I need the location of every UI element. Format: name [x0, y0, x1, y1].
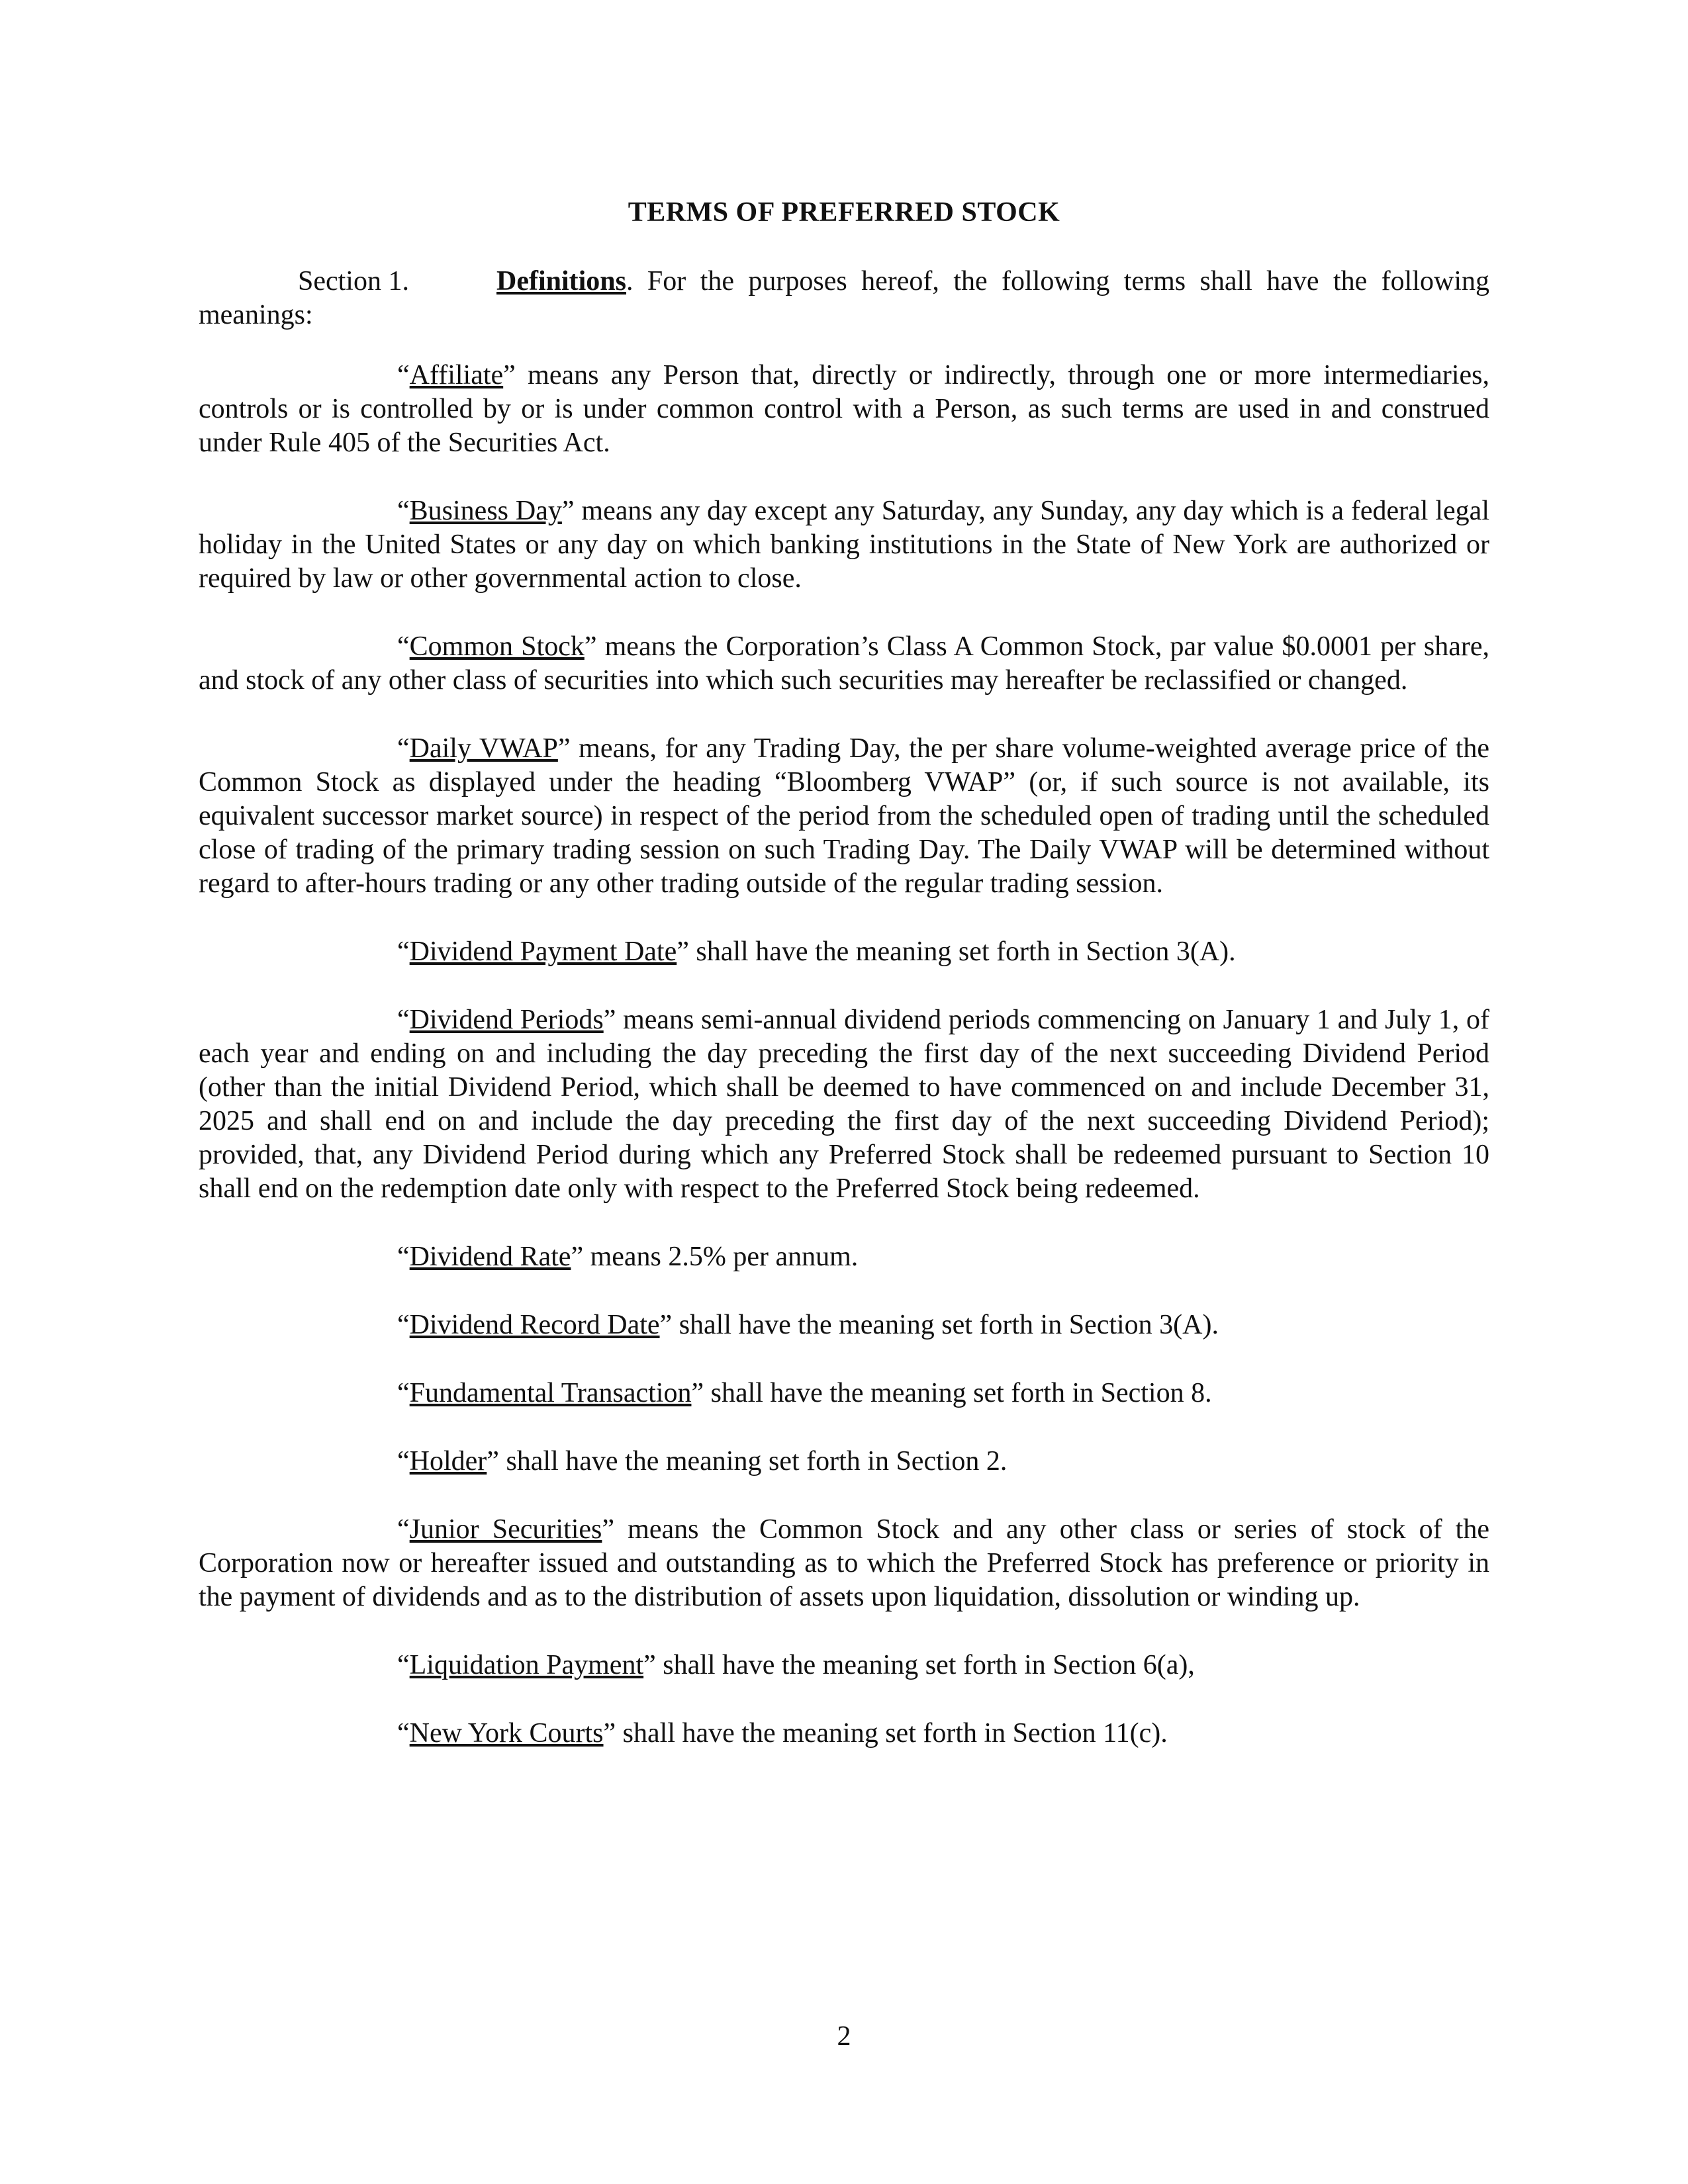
definition-text: ” shall have the meaning set forth in Section 3(A).	[659, 1310, 1219, 1340]
defined-term: Liquidation Payment	[409, 1650, 644, 1680]
section-number: Section 1.	[298, 266, 409, 296]
definition-dividend-periods: “Dividend Periods” means semi-annual dividend periods commencing on January 1 and July 1, of each year and ending on and including the day preceding the first day of the next succeeding Dividend Period (other than the initial Dividend Period, which shall be deemed to have commenced on and include December 31, 2025 and shall end on and include the day preceding the first day of the next succeeding Dividend Period); provided, that, any Dividend Period during which any Preferred Stock shall be redeemed pursuant to Section 10 shall end on the redemption date only with respect to the Preferred Stock being redeemed.	[199, 1005, 1489, 1204]
definition-text: ” means any day except any Saturday, any Sunday, any day which is a federal legal holiday in the United States or any day on which banking institutions in the State of New York are authorized or required by law or other governmental action to close.	[199, 496, 1489, 594]
defined-term: Daily VWAP	[409, 733, 558, 764]
section-intro	[496, 265, 1489, 298]
document-title: TERMS OF PREFERRED STOCK	[628, 197, 1060, 228]
definition-text: ” means the Common Stock and any other class or series of stock of the Corporation now or hereafter issued and outstanding as to which the Preferred Stock has preference or priority in the payment of dividends and as to the distribution of assets upon liquidation, dissolution or winding up.	[199, 1514, 1489, 1612]
defined-term: New York Courts	[409, 1718, 604, 1749]
document-body	[199, 265, 1489, 1751]
definition-dividend-record-date: “Dividend Record Date” shall have the meaning set forth in Section 3(A).	[397, 1310, 1219, 1340]
defined-term: Common Stock	[409, 631, 585, 662]
section-heading	[199, 265, 1489, 332]
definition-text: ” means 2.5% per annum.	[571, 1242, 859, 1272]
definition-text: ” shall have the meaning set forth in Section 11(c).	[603, 1718, 1168, 1749]
defined-term: Dividend Periods	[409, 1005, 604, 1035]
defined-term: Dividend Record Date	[409, 1310, 660, 1340]
definition-text: ” shall have the meaning set forth in Section 3(A).	[677, 936, 1236, 967]
defined-term: Holder	[409, 1446, 487, 1477]
definition-junior-securities: “Junior Securities” means the Common Stock and any other class or series of stock of the Corporation now or hereafter issued and outstanding as to which the Preferred Stock has preference or priority in the payment of dividends and as to the distribution of assets upon liquidation, dissolution or winding up.	[199, 1514, 1489, 1612]
section-intro-continuation: meanings:	[199, 300, 313, 330]
definition-new-york-courts: “New York Courts” shall have the meaning set forth in Section 11(c).	[397, 1718, 1168, 1749]
defined-term: Dividend Payment Date	[409, 936, 677, 967]
defined-term: Fundamental Transaction	[409, 1378, 692, 1408]
definition-text: ” shall have the meaning set forth in Section 2.	[487, 1446, 1008, 1477]
section-intro-text: . For the purposes hereof, the following terms shall have the following	[626, 266, 1489, 296]
definition-common-stock: “Common Stock” means the Corporation’s Class A Common Stock, par value $0.0001 per share, and stock of any other class of securities into which such securities may hereafter be reclassified or changed.	[199, 631, 1489, 696]
defined-term: Dividend Rate	[409, 1242, 571, 1272]
definition-business-day: “Business Day” means any day except any Saturday, any Sunday, any day which is a federal legal holiday in the United States or any day on which banking institutions in the State of New York are authorized or required by law or other governmental action to close.	[199, 496, 1489, 594]
definition-holder: “Holder” shall have the meaning set forth in Section 2.	[397, 1446, 1008, 1477]
defined-term: Business Day	[409, 496, 562, 526]
definition-dividend-payment-date: “Dividend Payment Date” shall have the meaning set forth in Section 3(A).	[397, 936, 1236, 967]
page-number: 2	[837, 2021, 851, 2052]
section-title: Definitions	[496, 266, 627, 296]
definition-text: ” shall have the meaning set forth in Section 6(a),	[643, 1650, 1195, 1680]
defined-term: Junior Securities	[409, 1514, 602, 1545]
definition-text: ” means any Person that, directly or indirectly, through one or more intermediaries, controls or is controlled by or is under common control with a Person, as such terms are used in and construed under Rule 405 of the Securities Act.	[199, 360, 1489, 458]
definition-fundamental-transaction: “Fundamental Transaction” shall have the meaning set forth in Section 8.	[397, 1378, 1212, 1408]
definition-text: ” shall have the meaning set forth in Section 8.	[691, 1378, 1212, 1408]
definition-text: ” means semi-annual dividend periods commencing on January 1 and July 1, of each year and ending on and including the day preceding the first day of the next succeeding Dividend Period (other than the initial Dividend Period, which shall be deemed to have commenced on and include December 31, 2025 and shall end on and include the day preceding the first day of the next succeeding Dividend Period); provided, that, any Dividend Period during which any Preferred Stock shall be redeemed pursuant to Section 10 shall end on the redemption date only with respect to the Preferred Stock being redeemed.	[199, 1005, 1489, 1204]
definition-liquidation-payment: “Liquidation Payment” shall have the meaning set forth in Section 6(a),	[397, 1650, 1195, 1680]
definition-text: ” means, for any Trading Day, the per share volume-weighted average price of the Common Stock as displayed under the heading “Bloomberg VWAP” (or, if such source is not available, its equivalent successor market source) in respect of the period from the scheduled open of trading until the scheduled close of trading of the primary trading session on such Trading Day. The Daily VWAP will be determined without regard to after-hours trading or any other trading outside of the regular trading session.	[199, 733, 1489, 899]
defined-term: Affiliate	[409, 360, 504, 390]
definition-text: ” means the Corporation’s Class A Common Stock, par value $0.0001 per share, and stock of any other class of securities into which such securities may hereafter be reclassified or changed.	[199, 631, 1489, 696]
definition-affiliate: “Affiliate” means any Person that, directly or indirectly, through one or more intermediaries, controls or is controlled by or is under common control with a Person, as such terms are used in and construed under Rule 405 of the Securities Act.	[199, 360, 1489, 458]
definition-daily-vwap: “Daily VWAP” means, for any Trading Day, the per share volume-weighted average price of the Common Stock as displayed under the heading “Bloomberg VWAP” (or, if such source is not available, its equivalent successor market source) in respect of the period from the scheduled open of trading until the scheduled close of trading of the primary trading session on such Trading Day. The Daily VWAP will be determined without regard to after-hours trading or any other trading outside of the regular trading session.	[199, 733, 1489, 899]
definition-dividend-rate: “Dividend Rate” means 2.5% per annum.	[397, 1242, 859, 1272]
